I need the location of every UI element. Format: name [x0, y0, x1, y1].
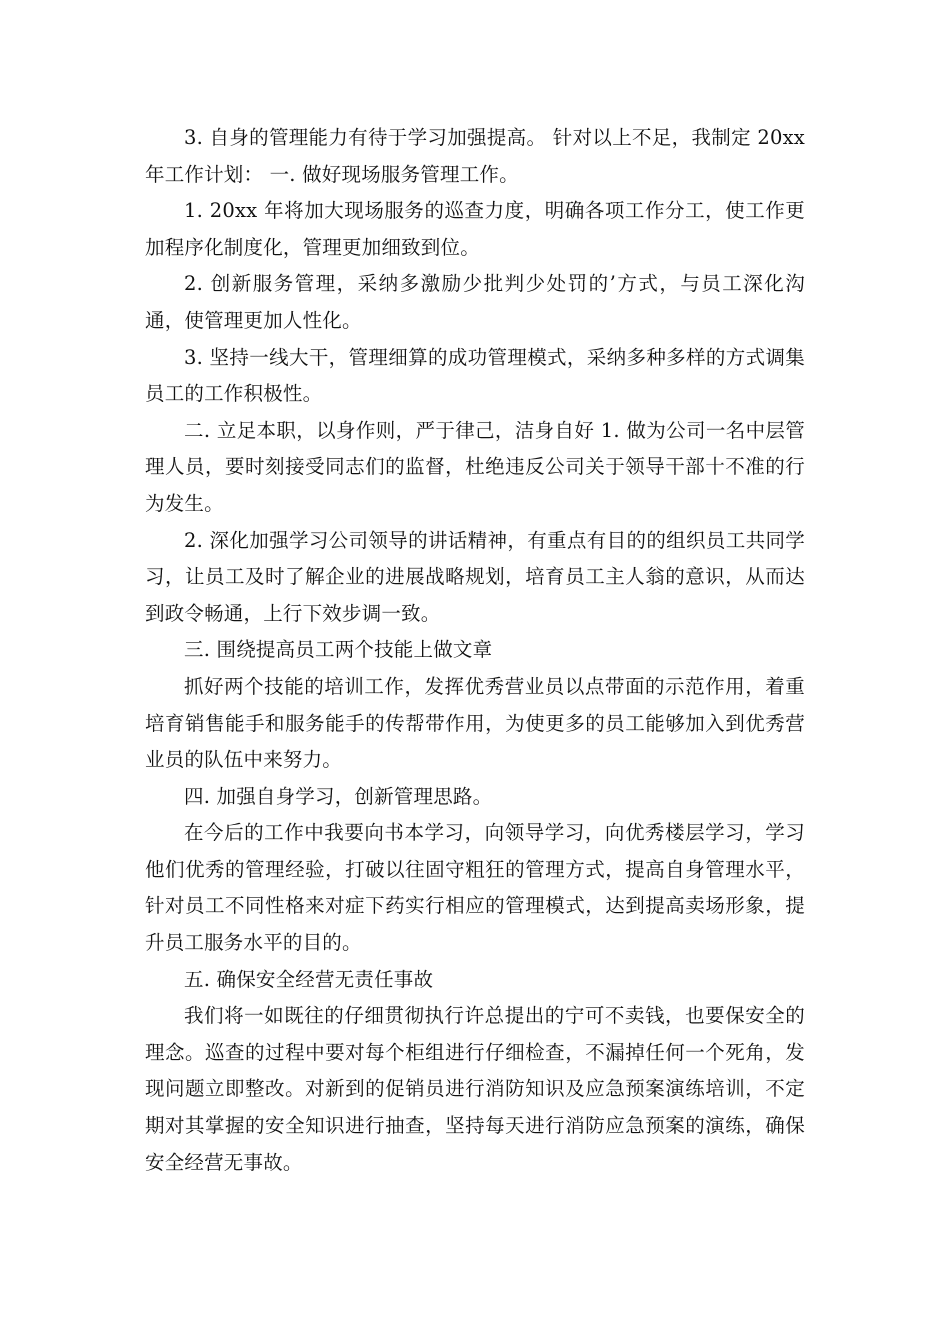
section-heading: 五. 确保安全经营无责任事故 [184, 967, 434, 991]
paragraph: 2. 创新服务管理，采纳多激励少批判少处罚的’方式，与员工深化沟通，使管理更加人性化。 [145, 272, 805, 332]
paragraph: 我们将一如既往的仔细贯彻执行许总提出的宁可不卖钱，也要保安全的理念。巡查的过程中要对每个柜组进行仔细检查，不漏掉任何一个死角，发现问题立即整改。对新到的促销员进行消防知识及应急预案演练培训，不定期对其掌握的安全知识进行抽查，坚持每天进行消防应急预案的演练，确保安全经营无事故。 [145, 1004, 805, 1174]
paragraph: 3. 自身的管理能力有待于学习加强提高。 针对以上不足，我制定 20xx 年工作计划： 一. 做好现场服务管理工作。 [145, 126, 805, 186]
document-body [145, 120, 805, 1181]
paragraph: 二. 立足本职，以身作则，严于律己，洁身自好 1. 做为公司一名中层管理人员，要时刻接受同志们的监督，杜绝违反公司关于领导干部十不准的行为发生。 [145, 418, 805, 515]
paragraph: 3. 坚持一线大干，管理细算的成功管理模式，采纳多种多样的方式调集员工的工作积极性。 [145, 345, 805, 406]
section-heading: 三. 围绕提高员工两个技能上做文章 [184, 638, 493, 662]
paragraph: 在今后的工作中我要向书本学习，向领导学习，向优秀楼层学习，学习他们优秀的管理经验，打破以往固守粗狂的管理方式，提高自身管理水平，针对员工不同性格来对症下药实行相应的管理模式，达到提高卖场形象，提升员工服务水平的目的。 [145, 821, 805, 955]
section-heading: 四. 加强自身学习，创新管理思路。 [184, 784, 493, 808]
paragraph: 1. 20xx 年将加大现场服务的巡查力度，明确各项工作分工，使工作更加程序化制度化，管理更加细致到位。 [145, 199, 805, 259]
paragraph: 2. 深化加强学习公司领导的讲话精神，有重点有目的的组织员工共同学习，让员工及时了解企业的进展战略规划，培育员工主人翁的意识，从而达到政令畅通，上行下效步调一致。 [145, 528, 805, 625]
paragraph: 抓好两个技能的培训工作，发挥优秀营业员以点带面的示范作用，着重培育销售能手和服务能手的传帮带作用，为使更多的员工能够加入到优秀营业员的队伍中来努力。 [145, 674, 805, 772]
